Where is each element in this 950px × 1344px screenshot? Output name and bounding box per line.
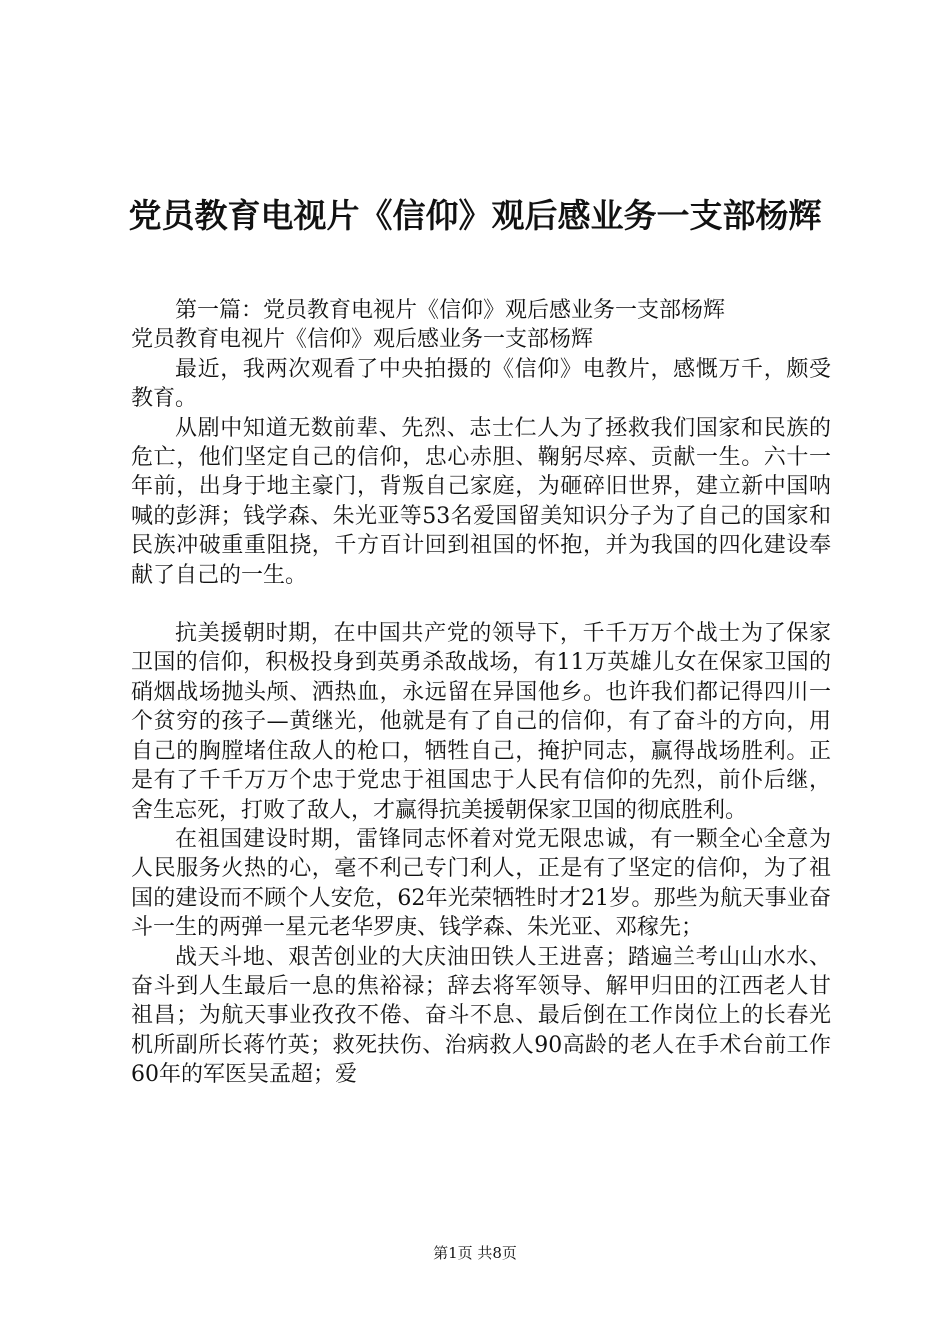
paragraph: 抗美援朝时期，在中国共产党的领导下，千千万万个战士为了保家卫国的信仰，积极投身到英勇杀敌战场，有11万英雄儿女在保家卫国的硝烟战场抛头颅、洒热血，永远留在异国他乡。也许我们都记得四川一个贫穷的孩子—黄继光，他就是有了自己的信仰，有了奋斗的方向，用自己的胸膛堵住敌人的枪口，牺牲自己，掩护同志，赢得战场胜利。正是有了千千万万个忠于党忠于祖国忠于人民有信仰的先烈，前仆后继，舍生忘死，打败了敌人，才赢得抗美援朝保家卫国的彻底胜利。 [131, 621, 831, 823]
paragraph: 在祖国建设时期，雷锋同志怀着对党无限忠诚，有一颗全心全意为人民服务火热的心，毫不利己专门利人，正是有了坚定的信仰，为了祖国的建设而不顾个人安危，62年光荣牺牲时才21岁。那些为航天事业奋斗一生的两弹一星元老华罗庚、钱学森、朱光亚、邓稼先； [131, 826, 831, 941]
paragraph: 战天斗地、艰苦创业的大庆油田铁人王进喜；踏遍兰考山山水水、奋斗到人生最后一息的焦裕禄；辞去将军领导、解甲归田的江西老人甘祖昌；为航天事业孜孜不倦、奋斗不息、最后倒在工作岗位上的长春光机所副所长蒋竹英；救死扶伤、治病救人90高龄的老人在手术台前工作60年的军医吴孟超；爱 [131, 944, 831, 1088]
paragraph: 从剧中知道无数前辈、先烈、志士仁人为了拯救我们国家和民族的危亡，他们坚定自己的信仰，忠心赤胆、鞠躬尽瘁、贡献一生。六十一年前，出身于地主豪门，背叛自己家庭，为砸碎旧世界，建立新中国呐喊的彭湃；钱学森、朱光亚等53名爱国留美知识分子为了自己的国家和民族冲破重重阻挠，千方百计回到祖国的怀抱，并为我国的四化建设奉献了自己的一生。 [131, 415, 831, 588]
paragraph-subtitle: 党员教育电视片《信仰》观后感业务一支部杨辉 [131, 327, 594, 353]
page-number-footer: 第1页 共8页 [433, 1244, 517, 1262]
paragraph-heading: 第一篇：党员教育电视片《信仰》观后感业务一支部杨辉 [175, 298, 726, 323]
paragraph: 最近，我两次观看了中央拍摄的《信仰》电教片，感慨万千，颇受教育。 [131, 356, 831, 412]
document-body [131, 296, 831, 1090]
document-title: 党员教育电视片《信仰》观后感业务一支部杨辉 [128, 196, 822, 235]
